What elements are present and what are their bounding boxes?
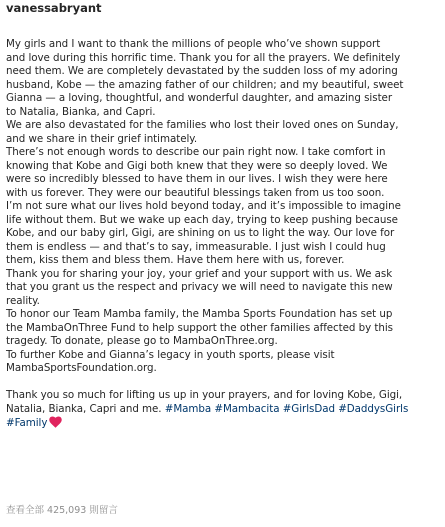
caption-line: Kobe, and our baby girl, Gigi, are shining on us to light the way. Our love for — [6, 227, 395, 239]
caption-line: Gianna — a loving, thoughtful, and wonderful daughter, and amazing sister — [6, 92, 393, 104]
hashtag-link[interactable]: #DaddysGirls — [338, 402, 409, 415]
caption-line: need them. We are completely devastated by the sudden loss of my adoring — [6, 65, 398, 77]
post-caption — [6, 38, 442, 431]
caption-line: that you grant us the respect and privacy we will need to navigate this new — [6, 281, 393, 293]
hashtag-link[interactable]: #Mambacita — [214, 402, 280, 415]
caption-line: life without them. But we wake up each day, trying to keep pushing because — [6, 213, 398, 226]
caption-line: MambaSportsFoundation.org. — [6, 362, 157, 374]
caption-line: My girls and I want to thank the millions of people who’ve shown support — [6, 38, 381, 50]
caption-line: tragedy. To donate, please go to MambaOnThree.org. — [6, 335, 278, 347]
caption-line: them is endless — and that’s to say, immeasurable. I just wish I could hug — [6, 240, 386, 253]
caption-hashtag-line-2 — [6, 416, 442, 431]
caption-line — [6, 376, 442, 390]
caption-line: and love during this horrific time. Thank you for all the prayers. We definitely — [6, 51, 401, 64]
hashtag-link[interactable]: #GirlsDad — [282, 402, 335, 415]
hashtag-link[interactable]: #Mamba — [164, 402, 212, 415]
caption-line: Thank you so much for lifting us up in your prayers, and for loving Kobe, Gigi, — [6, 389, 403, 401]
caption-line: Thank you for sharing your joy, your grief and your support with us. We ask — [6, 267, 393, 280]
caption-line: were so incredibly blessed to have them in our lives. I wish they were here — [6, 173, 388, 185]
caption-line: with us forever. They were our beautiful blessings taken from us too soon. — [6, 186, 385, 199]
caption-closing-text: Natalia, Bianka, Capri and me. — [6, 402, 165, 415]
caption-line: To honor our Team Mamba family, the Mamba Sports Foundation has set up — [6, 308, 393, 320]
caption-line: I’m not sure what our lives hold beyond today, and it’s impossible to imagine — [6, 200, 401, 212]
caption-line: To further Kobe and Gianna’s legacy in youth sports, please visit — [6, 348, 335, 361]
view-all-comments-link[interactable]: 查看全部 425,093 則留言 — [6, 505, 118, 516]
post-username[interactable]: vanessabryant — [6, 1, 102, 15]
caption-line: reality. — [6, 294, 40, 307]
caption-body — [6, 38, 442, 403]
red-heart-icon — [49, 416, 62, 428]
caption-hashtag-line — [6, 403, 442, 417]
caption-line: to Natalia, Bianka, and Capri. — [6, 105, 156, 118]
caption-line: and we share in their grief intimately. — [6, 132, 198, 145]
caption-line: We are also devastated for the families who lost their loved ones on Sunday, — [6, 119, 399, 131]
caption-line: There’s not enough words to describe our pain right now. I take comfort in — [6, 146, 386, 158]
hashtag-link[interactable]: #Family — [6, 417, 48, 429]
caption-line: the MambaOnThree Fund to help support the other families affected by this — [6, 321, 393, 334]
caption-line: husband, Kobe — the amazing father of our children; and my beautiful, sweet — [6, 78, 404, 91]
caption-line: them, kiss them and bless them. Have them here with us, forever. — [6, 254, 345, 266]
caption-line: knowing that Kobe and Gigi both knew that they were so deeply loved. We — [6, 159, 388, 172]
